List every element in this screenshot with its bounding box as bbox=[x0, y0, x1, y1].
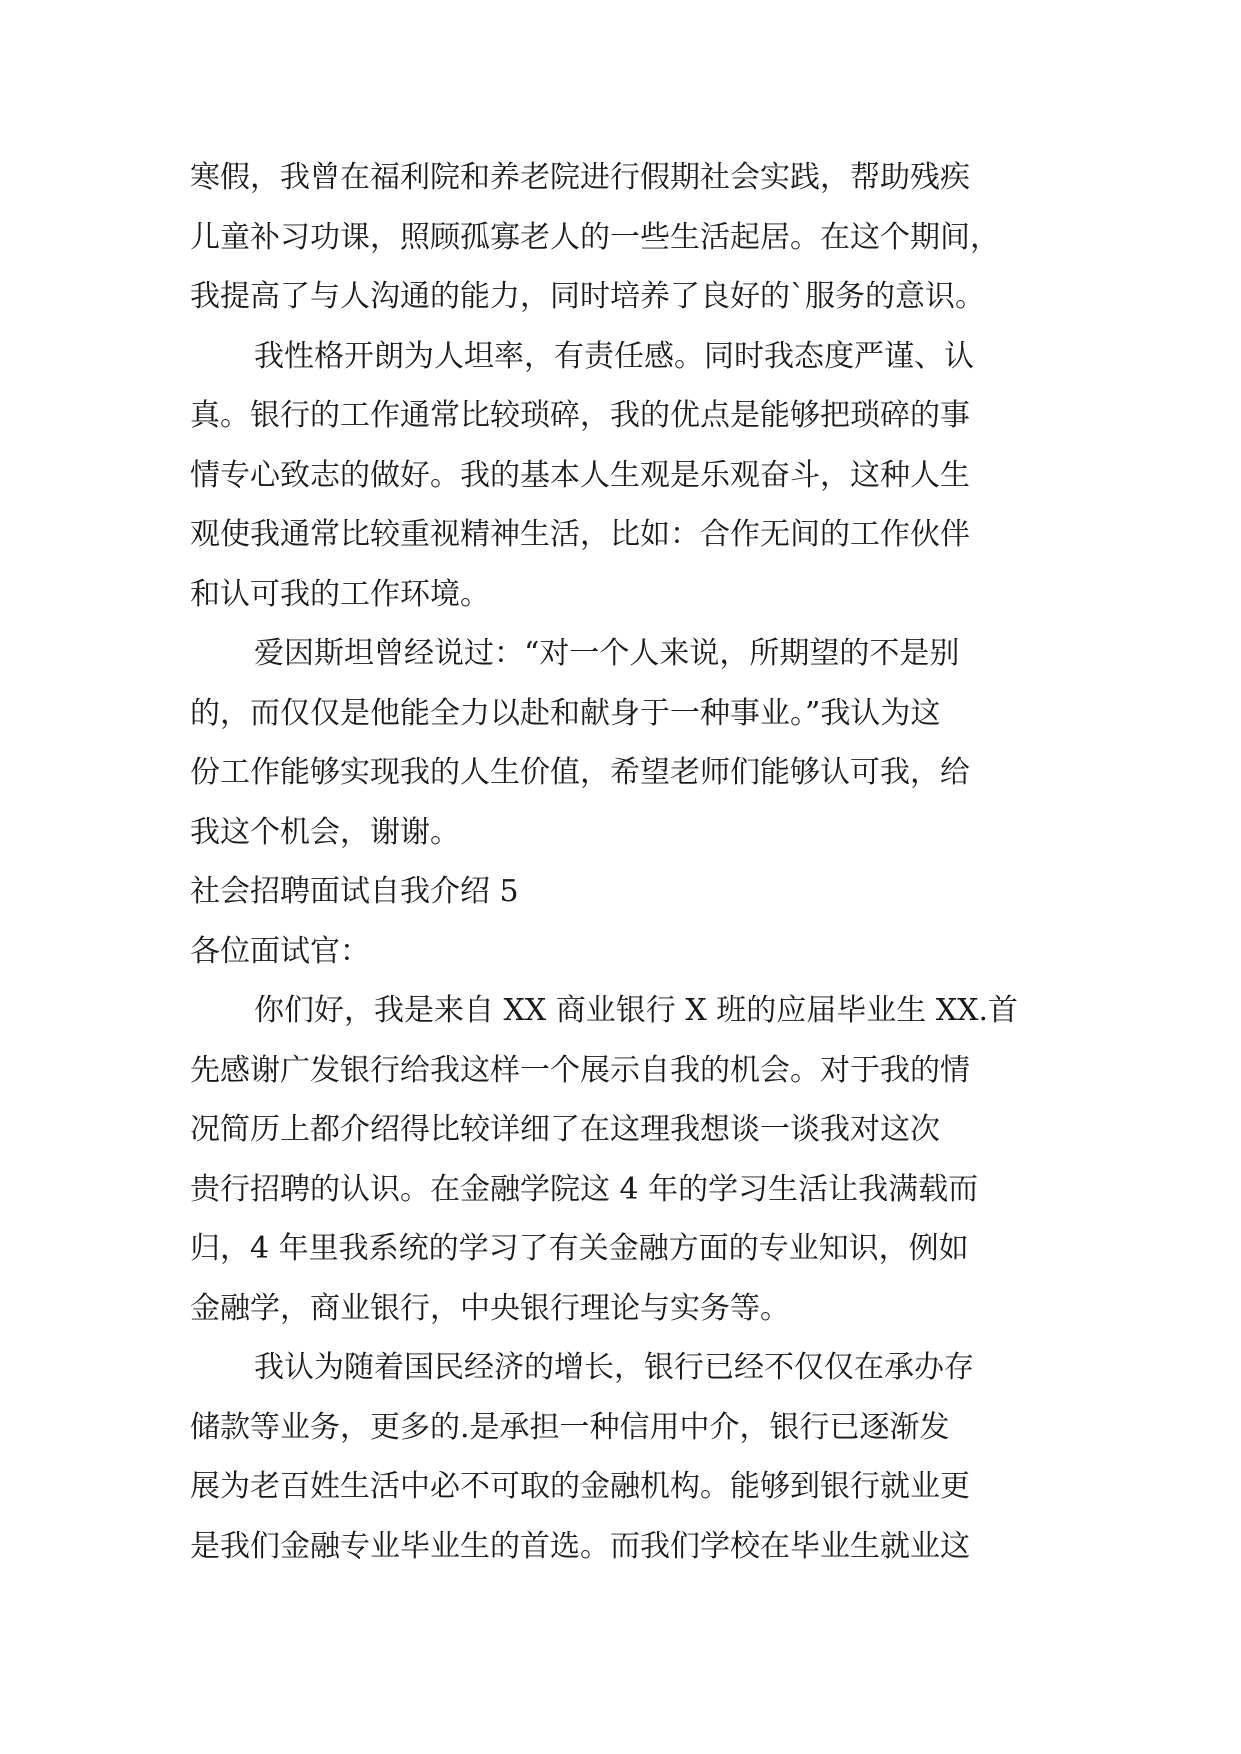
text-line: 情专心致志的做好。我的基本人生观是乐观奋斗，这种人生 bbox=[190, 458, 970, 493]
paragraph-first-line: 我认为随着国民经济的增长，银行已经不仅仅在承办存 bbox=[254, 1350, 974, 1385]
text-line: 展为老百姓生活中必不可取的金融机构。能够到银行就业更 bbox=[190, 1469, 970, 1504]
paragraph-first-line: 我性格开朗为人坦率，有责任感。同时我态度严谨、认 bbox=[254, 339, 974, 374]
text-line: 是我们金融专业毕业生的首选。而我们学校在毕业生就业这 bbox=[190, 1529, 970, 1564]
text-line: 份工作能够实现我的人生价值，希望老师们能够认可我，给 bbox=[190, 755, 970, 790]
text-line: 先感谢广发银行给我这样一个展示自我的机会。对于我的情 bbox=[190, 1053, 970, 1088]
text-line: 归，4 年里我系统的学习了有关金融方面的专业知识，例如 bbox=[190, 1231, 969, 1266]
text-line: 贵行招聘的认识。在金融学院这 4 年的学习生活让我满载而 bbox=[190, 1172, 979, 1207]
paragraph-first-line: 你们好，我是来自 XX 商业银行 X 班的应届毕业生 XX.首 bbox=[254, 993, 1019, 1028]
text-line: 和认可我的工作环境。 bbox=[190, 577, 490, 612]
text-line: 的，而仅仅是他能全力以赴和献身于一种事业。”我认为这 bbox=[190, 696, 941, 731]
text-line: 寒假，我曾在福利院和养老院进行假期社会实践，帮助残疾 bbox=[190, 160, 970, 195]
section-heading: 社会招聘面试自我介绍 5 bbox=[190, 874, 519, 909]
salutation: 各位面试官： bbox=[190, 934, 370, 969]
text-line: 真。银行的工作通常比较琐碎，我的优点是能够把琐碎的事 bbox=[190, 398, 970, 433]
text-line: 儿童补习功课，照顾孤寡老人的一些生活起居。在这个期间， bbox=[190, 220, 1000, 255]
text-line: 我提高了与人沟通的能力，同时培养了良好的`服务的意识。 bbox=[190, 279, 985, 314]
text-line: 况简历上都介绍得比较详细了在这理我想谈一谈我对这次 bbox=[190, 1112, 940, 1147]
text-line: 金融学，商业银行，中央银行理论与实务等。 bbox=[190, 1291, 790, 1326]
text-line: 储款等业务，更多的.是承担一种信用中介，银行已逐渐发 bbox=[190, 1410, 950, 1445]
paragraph-first-line: 爱因斯坦曾经说过：“对一个人来说，所期望的不是别 bbox=[254, 636, 960, 671]
text-line: 观使我通常比较重视精神生活，比如：合作无间的工作伙伴 bbox=[190, 517, 970, 552]
text-line: 我这个机会，谢谢。 bbox=[190, 815, 460, 850]
